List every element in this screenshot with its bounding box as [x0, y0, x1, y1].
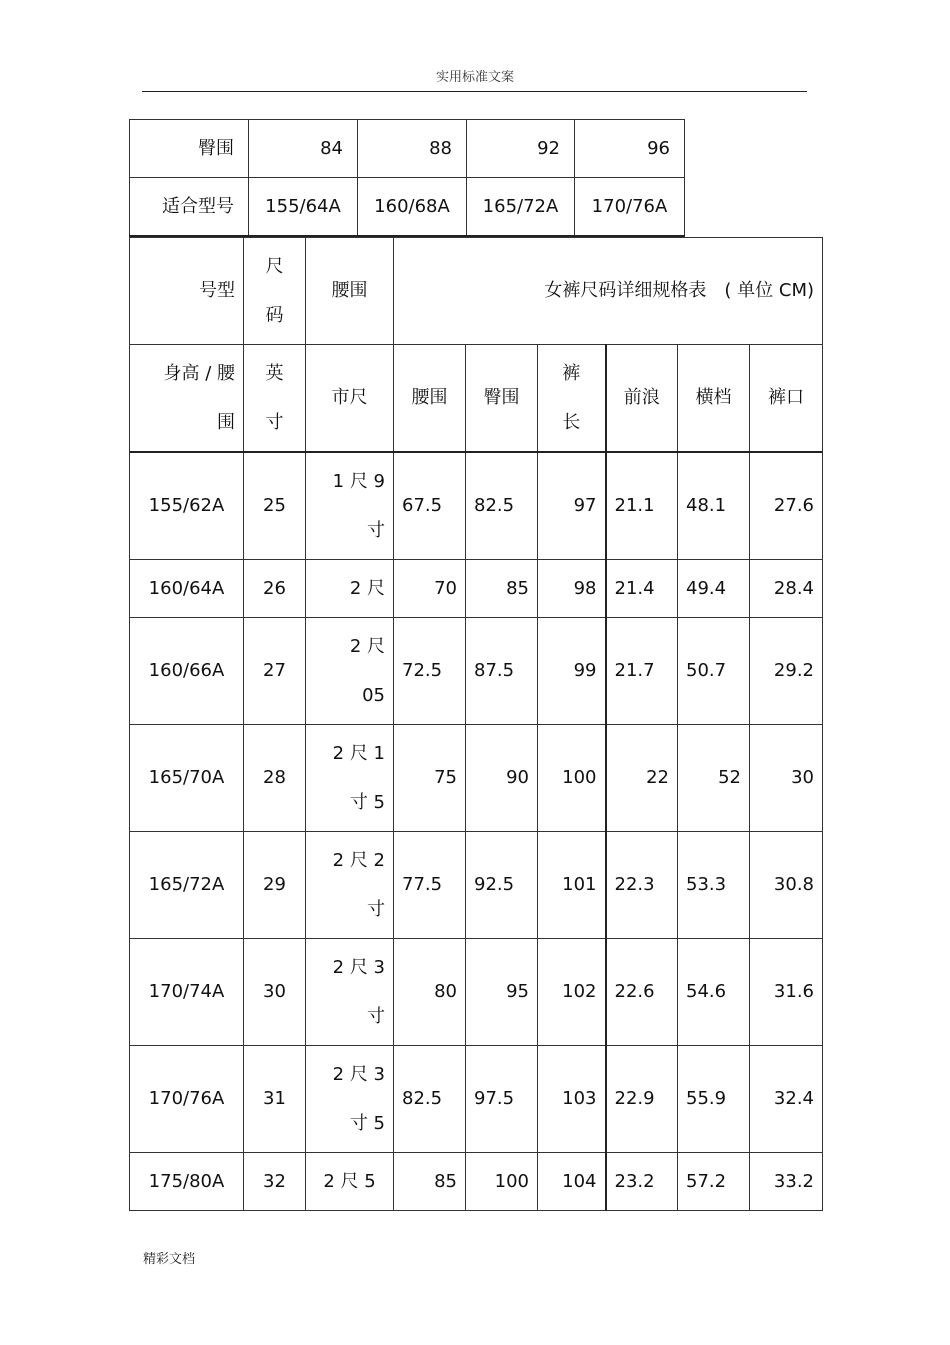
cell-inch: 26: [244, 560, 306, 618]
fit-model-label: 适合型号: [130, 178, 249, 237]
col-waist-group-header: 腰围: [306, 238, 394, 345]
cell-hem: 30.8: [750, 832, 823, 939]
fit-model-value: 165/72A: [467, 178, 575, 237]
shichi-line: 2 尺 2: [332, 850, 385, 871]
col-length-header: [538, 345, 606, 453]
hip-value: 92: [467, 120, 575, 178]
cell-inch: 29: [244, 832, 306, 939]
shichi-line: 1 尺 9: [332, 471, 385, 492]
hip-size-table: [129, 119, 685, 237]
cell-inch: 25: [244, 452, 306, 560]
cell-hem: 29.2: [750, 618, 823, 725]
col-waist-header: 腰围: [394, 345, 466, 453]
cell-model: 165/72A: [130, 832, 244, 939]
cell-hem: 32.4: [750, 1046, 823, 1153]
cell-model: 175/80A: [130, 1153, 244, 1211]
shichi-line: 寸: [367, 899, 385, 920]
page-footer: 精彩文档: [143, 1252, 196, 1267]
cell-waist: 80: [394, 939, 466, 1046]
cell-front-rise: 23.2: [606, 1153, 678, 1211]
shichi-line: 2 尺: [349, 636, 385, 657]
table-row: [130, 452, 823, 560]
inch-header-char: 寸: [265, 412, 284, 433]
cell-hip: 87.5: [466, 618, 538, 725]
cell-thigh: 57.2: [678, 1153, 750, 1211]
cell-length: 103: [538, 1046, 606, 1153]
col-model-header: 号型: [130, 238, 244, 345]
size-header-char: 尺: [265, 256, 284, 277]
fit-model-row: [130, 178, 685, 237]
size-spec-table: [129, 237, 823, 1211]
shichi-line: 寸: [367, 1006, 385, 1027]
table-row: [130, 560, 823, 618]
height-waist-line: 围: [217, 412, 235, 433]
cell-thigh: 53.3: [678, 832, 750, 939]
cell-waist: 70: [394, 560, 466, 618]
cell-waist: 77.5: [394, 832, 466, 939]
table-row: [130, 1153, 823, 1211]
cell-hip: 97.5: [466, 1046, 538, 1153]
cell-inch: 27: [244, 618, 306, 725]
cell-shichi: [306, 618, 394, 725]
cell-shichi: 2 尺: [306, 560, 394, 618]
shichi-line: 2 尺 3: [332, 957, 385, 978]
cell-shichi: [306, 939, 394, 1046]
fit-model-value: 160/68A: [358, 178, 467, 237]
cell-hip: 95: [466, 939, 538, 1046]
shichi-line: 2 尺 1: [332, 743, 385, 764]
col-hem-header: 裤口: [750, 345, 823, 453]
shichi-line: 05: [362, 685, 385, 706]
cell-inch: 28: [244, 725, 306, 832]
cell-length: 99: [538, 618, 606, 725]
cell-inch: 32: [244, 1153, 306, 1211]
cell-waist: 82.5: [394, 1046, 466, 1153]
cell-thigh: 49.4: [678, 560, 750, 618]
size-header-char: 码: [265, 305, 284, 326]
cell-inch: 30: [244, 939, 306, 1046]
shichi-line: 寸 5: [349, 792, 385, 813]
cell-thigh: 50.7: [678, 618, 750, 725]
cell-shichi: [306, 832, 394, 939]
cell-front-rise: 22.6: [606, 939, 678, 1046]
cell-length: 100: [538, 725, 606, 832]
cell-hem: 28.4: [750, 560, 823, 618]
table-row: [130, 725, 823, 832]
cell-shichi: [306, 452, 394, 560]
shichi-line: 寸: [367, 520, 385, 541]
cell-waist: 67.5: [394, 452, 466, 560]
cell-thigh: 48.1: [678, 452, 750, 560]
cell-model: 165/70A: [130, 725, 244, 832]
cell-model: 160/64A: [130, 560, 244, 618]
cell-shichi: 2 尺 5: [306, 1153, 394, 1211]
cell-front-rise: 22.3: [606, 832, 678, 939]
cell-hip: 85: [466, 560, 538, 618]
hip-value: 88: [358, 120, 467, 178]
cell-shichi: [306, 1046, 394, 1153]
cell-length: 98: [538, 560, 606, 618]
fit-model-value: 155/64A: [249, 178, 358, 237]
cell-front-rise: 21.1: [606, 452, 678, 560]
cell-waist: 75: [394, 725, 466, 832]
cell-waist: 72.5: [394, 618, 466, 725]
height-waist-line: 身高 / 腰: [163, 363, 235, 384]
cell-hip: 92.5: [466, 832, 538, 939]
cell-hem: 30: [750, 725, 823, 832]
inch-header-char: 英: [265, 363, 284, 384]
length-header-char: 裤: [562, 363, 581, 384]
header-row-2: [130, 345, 823, 453]
header-divider: [142, 91, 807, 92]
cell-model: 170/74A: [130, 939, 244, 1046]
hip-value: 96: [575, 120, 685, 178]
cell-hem: 27.6: [750, 452, 823, 560]
cell-hip: 90: [466, 725, 538, 832]
cell-front-rise: 21.4: [606, 560, 678, 618]
cell-thigh: 52: [678, 725, 750, 832]
col-front-rise-header: 前浪: [606, 345, 678, 453]
col-size-header: [244, 238, 306, 345]
cell-length: 104: [538, 1153, 606, 1211]
cell-front-rise: 21.7: [606, 618, 678, 725]
table-title: 女裤尺码详细规格表 ( 单位 CM): [394, 238, 823, 345]
header-row-1: [130, 238, 823, 345]
table-row: [130, 939, 823, 1046]
hip-value: 84: [249, 120, 358, 178]
col-hip-header: 臀围: [466, 345, 538, 453]
table-row: [130, 618, 823, 725]
cell-model: 170/76A: [130, 1046, 244, 1153]
cell-model: 155/62A: [130, 452, 244, 560]
fit-model-value: 170/76A: [575, 178, 685, 237]
cell-length: 97: [538, 452, 606, 560]
shichi-line: 2 尺 3: [332, 1064, 385, 1085]
hip-label: 臀围: [130, 120, 249, 178]
cell-waist: 85: [394, 1153, 466, 1211]
cell-front-rise: 22: [606, 725, 678, 832]
cell-hem: 33.2: [750, 1153, 823, 1211]
cell-hem: 31.6: [750, 939, 823, 1046]
table-row: [130, 1046, 823, 1153]
cell-front-rise: 22.9: [606, 1046, 678, 1153]
page-header: 实用标准文案: [435, 70, 514, 85]
col-thigh-header: 横档: [678, 345, 750, 453]
length-header-char: 长: [562, 412, 581, 433]
col-height-waist-header: [130, 345, 244, 453]
cell-thigh: 55.9: [678, 1046, 750, 1153]
cell-length: 101: [538, 832, 606, 939]
cell-thigh: 54.6: [678, 939, 750, 1046]
table-row: [130, 832, 823, 939]
cell-model: 160/66A: [130, 618, 244, 725]
cell-hip: 100: [466, 1153, 538, 1211]
hip-row: [130, 120, 685, 178]
cell-inch: 31: [244, 1046, 306, 1153]
cell-hip: 82.5: [466, 452, 538, 560]
cell-shichi: [306, 725, 394, 832]
col-inch-header: [244, 345, 306, 453]
shichi-line: 寸 5: [349, 1113, 385, 1134]
col-shichi-header: 市尺: [306, 345, 394, 453]
cell-length: 102: [538, 939, 606, 1046]
